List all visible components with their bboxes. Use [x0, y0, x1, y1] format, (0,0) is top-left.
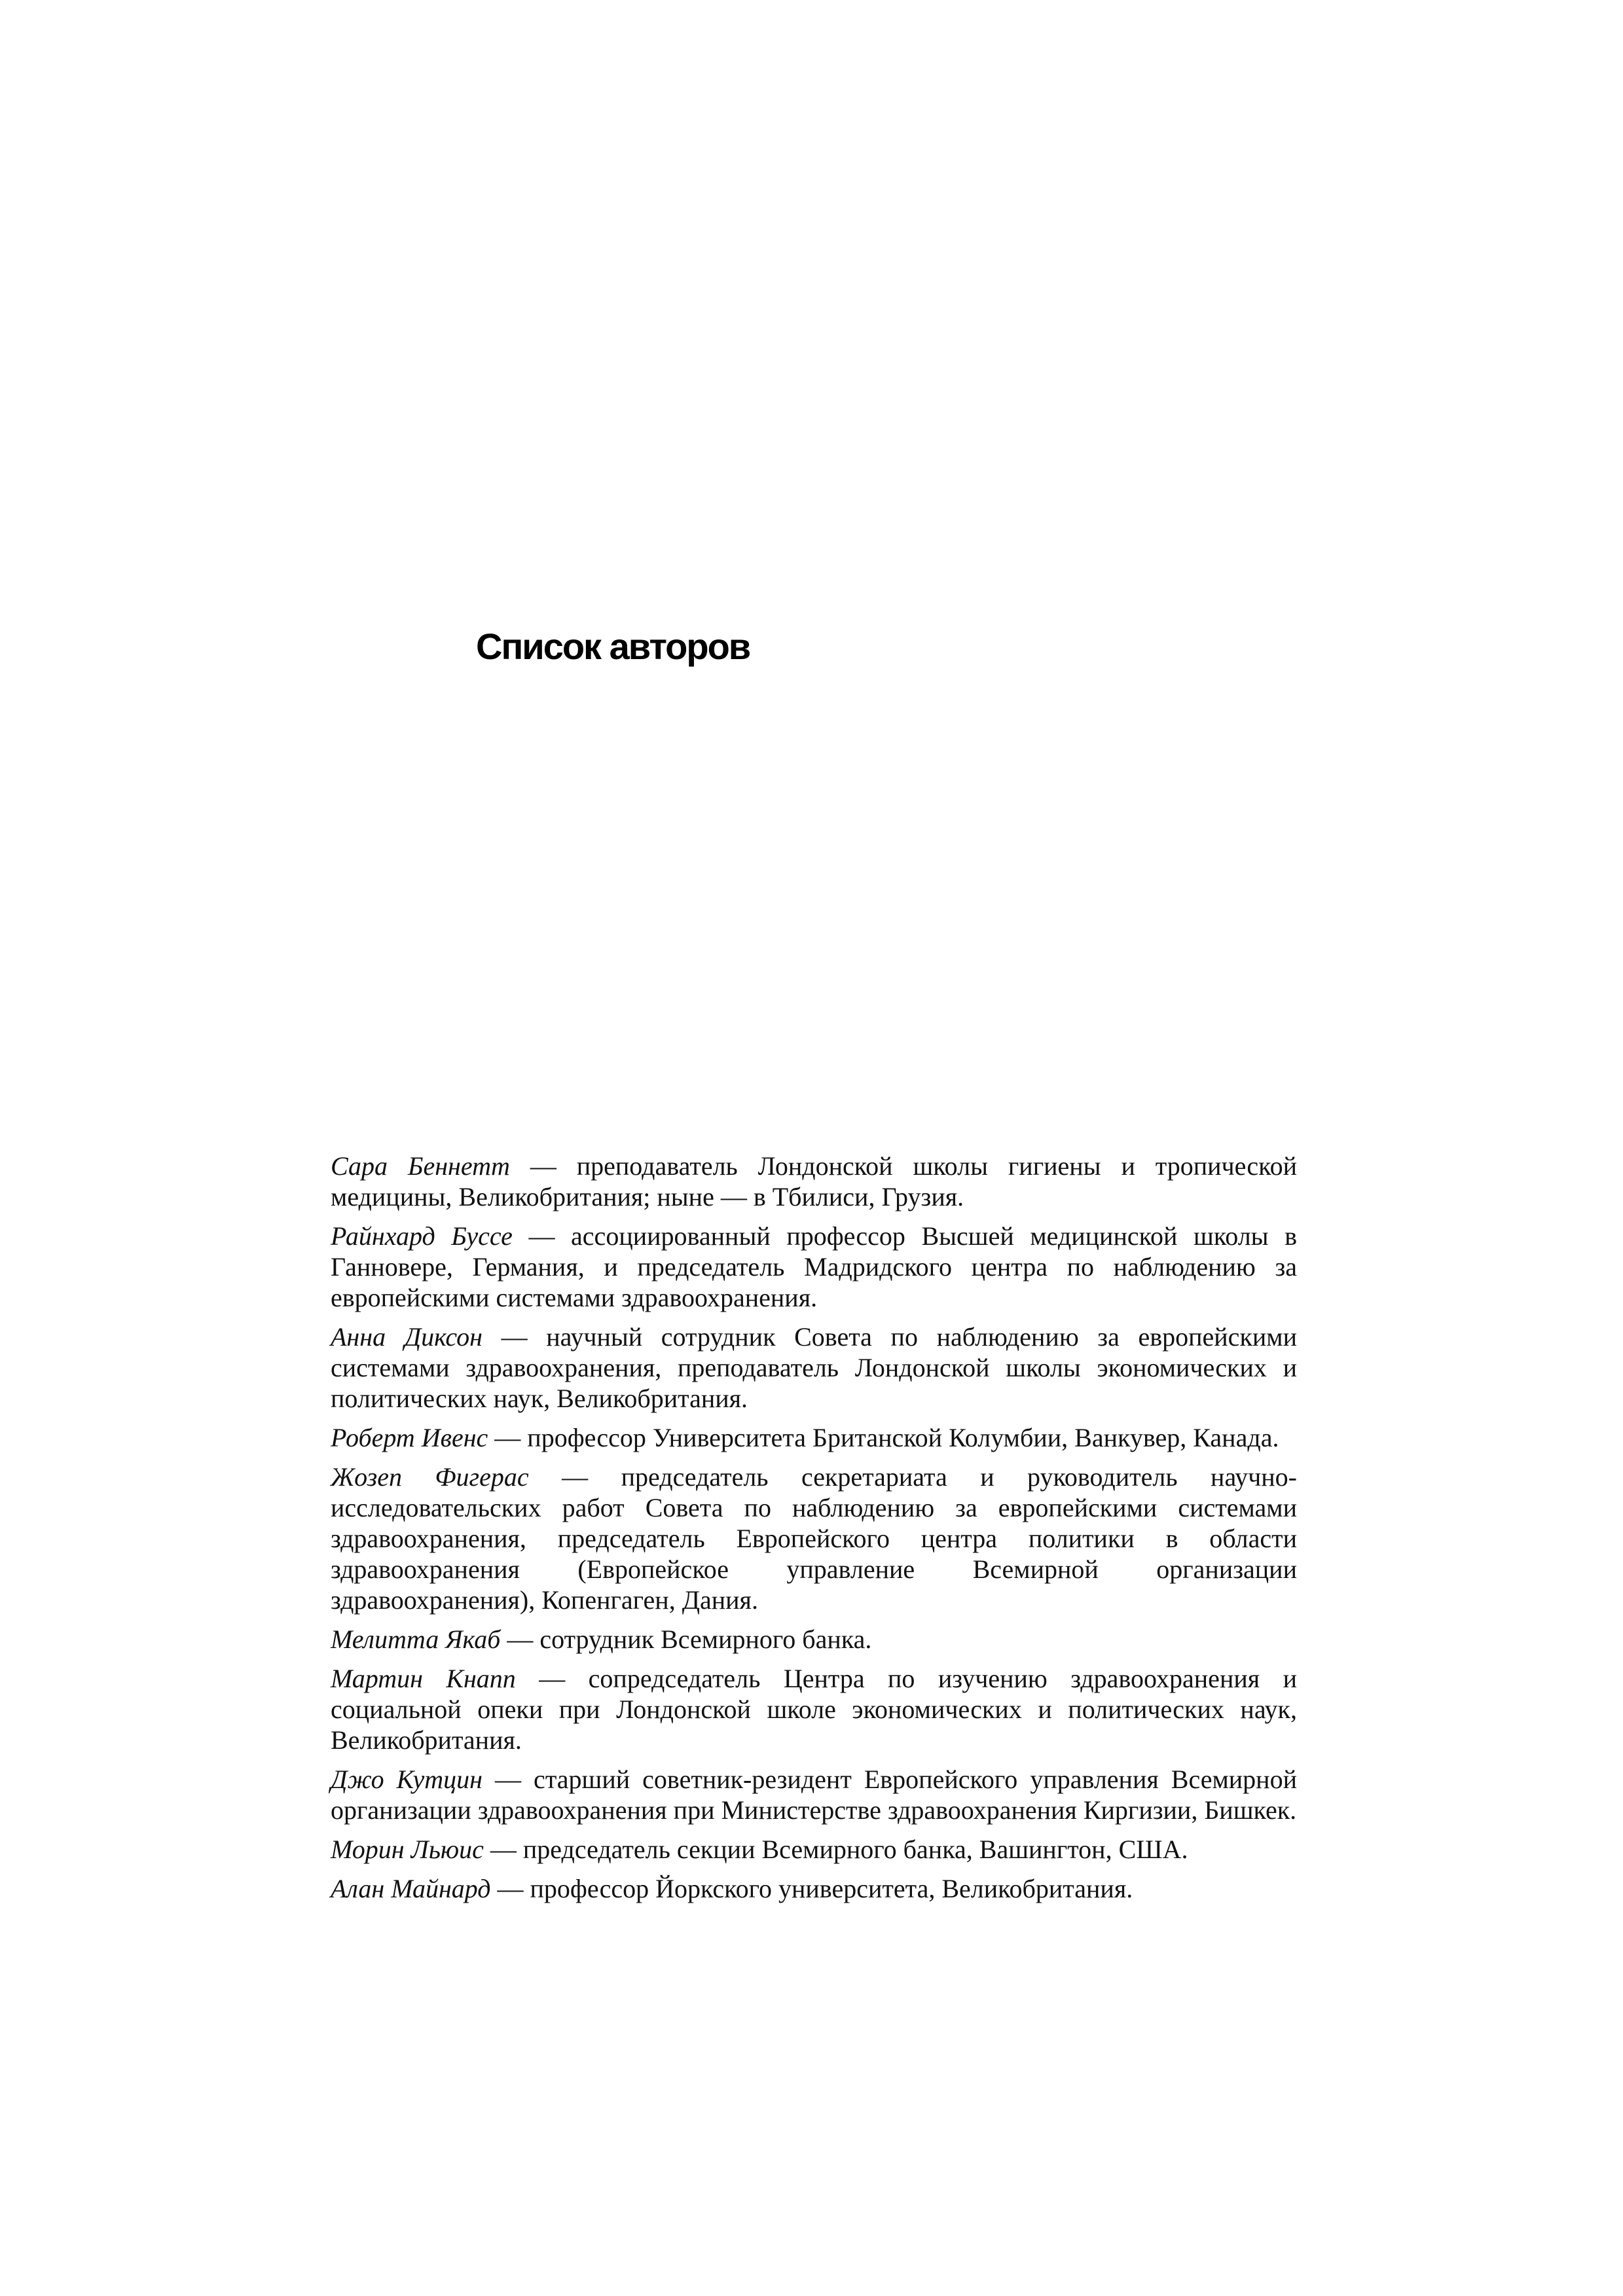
author-description: — профессор Йоркского университета, Великобритания. [490, 1874, 1133, 1903]
authors-list [331, 1151, 1297, 1912]
author-name: Жозеп Фигерас [331, 1462, 529, 1492]
author-description: — председатель секретариата и руководитель научно-исследовательских работ Совета по наблюдению за европейскими системами здравоохранения, председатель Европейского центра политики в области здравоохранения (Европейское управление Всемирной организации здравоохранения), Копенгаген, Дания. [331, 1462, 1298, 1615]
author-entry [331, 1151, 1297, 1212]
author-entry [331, 1462, 1297, 1615]
author-name: Райнхард Буссе [331, 1221, 513, 1251]
author-name: Роберт Ивенс [331, 1423, 488, 1452]
author-description: — сотрудник Всемирного банка. [500, 1624, 872, 1654]
author-entry [331, 1624, 1297, 1655]
author-name: Сара Беннетт [331, 1151, 510, 1181]
author-name: Морин Льюис [331, 1835, 484, 1864]
author-description: — председатель секции Всемирного банка, Вашингтон, США. [483, 1835, 1188, 1864]
author-entry [331, 1764, 1297, 1825]
author-name: Джо Кутцин [331, 1765, 483, 1794]
author-description: — научный сотрудник Совета по наблюдению за европейскими системами здравоохранения, преподаватель Лондонской школы экономических и политических наук, Великобритания. [331, 1322, 1297, 1413]
author-entry [331, 1873, 1297, 1904]
page-title: Список авторов [476, 626, 750, 667]
author-description: — старший советник-резидент Европейского управления Всемирной организации здравоохранения при Министерстве здравоохранения Киргизии, Бишкек. [331, 1765, 1297, 1825]
author-description: — ассоциированный профессор Высшей медицинской школы в Ганновере, Германия, и председатель Мадридского центра по наблюдению за европейскими системами здравоохранения. [331, 1221, 1298, 1312]
author-name: Мелитта Якаб [331, 1624, 501, 1654]
author-name: Анна Диксон [331, 1322, 483, 1352]
author-entry [331, 1663, 1297, 1755]
author-entry [331, 1834, 1297, 1865]
author-description: — сопредседатель Центра по изучению здравоохранения и социальной опеки при Лондонской школе экономических и политических наук, Великобритания. [331, 1664, 1297, 1755]
author-name: Мартин Кнапп [331, 1664, 516, 1693]
author-description: — преподаватель Лондонской школы гигиены и тропической медицины, Великобритания; ныне — в Тбилиси, Грузия. [331, 1151, 1297, 1211]
author-description: — профессор Университета Британской Колумбии, Ванкувер, Канада. [488, 1423, 1279, 1452]
author-entry [331, 1422, 1297, 1453]
author-name: Алан Майнард [331, 1874, 491, 1903]
author-entry [331, 1321, 1297, 1414]
author-entry [331, 1221, 1297, 1313]
